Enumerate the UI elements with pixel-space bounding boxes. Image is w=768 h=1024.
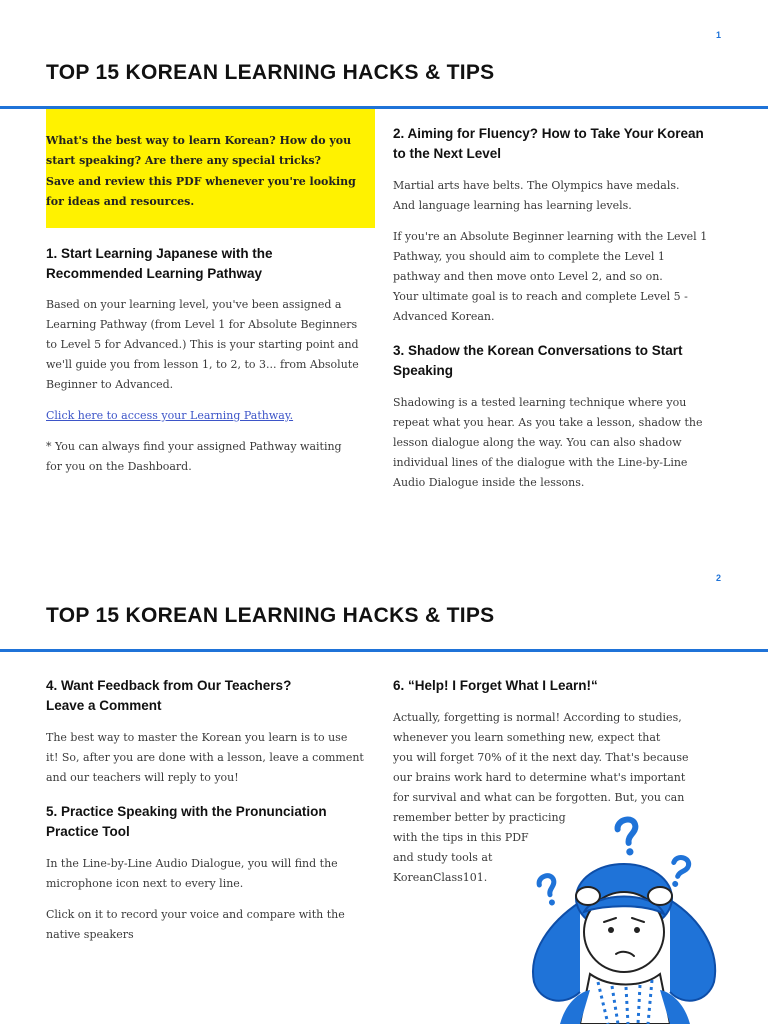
heading-line: 3. Shadow the Korean Conversations to Start <box>393 343 683 358</box>
body-line: individual lines of the dialogue with the Line-by-Line <box>393 456 688 469</box>
body-line: for survival and what can be forgotten. But, you can <box>393 791 685 804</box>
heading-line: Leave a Comment <box>46 698 162 713</box>
note-line: for you on the Dashboard. <box>46 460 192 473</box>
body-line: Actually, forgetting is normal! According to studies, <box>393 711 682 724</box>
heading-line: 6. “Help! I Forget What I Learn!“ <box>393 678 598 693</box>
tip-4 <box>46 676 378 945</box>
tip-2-heading <box>393 124 725 164</box>
tip-1-note <box>46 437 378 477</box>
body-line: KoreanClass101. <box>393 871 488 884</box>
body-line: The best way to master the Korean you learn is to use <box>46 731 348 744</box>
body-line: microphone icon next to every line. <box>46 877 244 890</box>
tip-1-heading <box>46 244 378 284</box>
body-line: to Level 5 for Advanced.) This is your starting point and <box>46 338 359 351</box>
tip-4-body <box>46 728 378 788</box>
confused-student-illustration <box>520 812 730 1024</box>
note-line: * You can always find your assigned Pathway waiting <box>46 440 342 453</box>
body-line: you will forget 70% of it the next day. That's because <box>393 751 689 764</box>
body-line: our brains work hard to determine what's important <box>393 771 686 784</box>
tip-2-para-1 <box>393 176 725 216</box>
heading-line: 2. Aiming for Fluency? How to Take Your Korean <box>393 126 704 141</box>
title-divider <box>0 649 768 652</box>
tip-5-para-1 <box>46 854 378 894</box>
body-line: remember better by practicing <box>393 811 566 824</box>
body-line: If you're an Absolute Beginner learning with the Level 1 <box>393 230 708 243</box>
body-line: lesson dialogue along the way. You can also shadow <box>393 436 682 449</box>
body-line: Based on your learning level, you've been assigned a <box>46 298 342 311</box>
tip-2-para-2 <box>393 227 725 327</box>
body-line: whenever you learn something new, expect that <box>393 731 661 744</box>
heading-line: to the Next Level <box>393 146 502 161</box>
body-line: we'll guide you from lesson 1, to 2, to 3... from Absolute <box>46 358 359 371</box>
tip-3-heading <box>393 341 725 381</box>
page-number: 2 <box>715 573 721 583</box>
body-line: Pathway, you should aim to complete the Level 1 <box>393 250 665 263</box>
tip-6-heading <box>393 676 725 696</box>
heading-line: Recommended Learning Pathway <box>46 266 263 281</box>
body-line: Learning Pathway (from Level 1 for Absolute Beginners <box>46 318 358 331</box>
tip-3-body <box>393 393 725 493</box>
page-number: 1 <box>715 30 721 40</box>
tip-1 <box>46 244 378 477</box>
body-line: with the tips in this PDF <box>393 831 529 844</box>
body-line: Beginner to Advanced. <box>46 378 174 391</box>
body-line: pathway and then move onto Level 2, and so on. <box>393 270 663 283</box>
intro-line: Save and review this PDF whenever you're looking <box>46 174 356 188</box>
tip-5-para-2 <box>46 905 378 945</box>
body-line: In the Line-by-Line Audio Dialogue, you will find the <box>46 857 338 870</box>
body-line: Your ultimate goal is to reach and complete Level 5 - <box>393 290 688 303</box>
heading-line: Speaking <box>393 363 454 378</box>
intro-line: start speaking? Are there any special tricks? <box>46 154 321 168</box>
body-line: and our teachers will reply to you! <box>46 771 239 784</box>
page-title: TOP 15 KOREAN LEARNING HACKS & TIPS <box>46 61 495 84</box>
body-line: Martial arts have belts. The Olympics have medals. <box>393 179 680 192</box>
question-mark-icon <box>667 856 691 889</box>
body-line: it! So, after you are done with a lesson, leave a comment <box>46 751 364 764</box>
tip-1-body <box>46 295 378 395</box>
body-line: and study tools at <box>393 851 493 864</box>
tip-2 <box>393 124 725 493</box>
body-line: Advanced Korean. <box>393 310 495 323</box>
question-mark-icon <box>616 818 639 856</box>
intro-highlight-box <box>46 109 375 228</box>
body-line: And language learning has learning levels. <box>393 199 632 212</box>
learning-pathway-link[interactable]: Click here to access your Learning Pathway. <box>46 409 294 422</box>
tip-4-heading <box>46 676 378 716</box>
question-mark-icon <box>538 874 560 907</box>
heading-line: 5. Practice Speaking with the Pronunciation <box>46 804 327 819</box>
intro-line: for ideas and resources. <box>46 194 195 208</box>
heading-line: 4. Want Feedback from Our Teachers? <box>46 678 292 693</box>
intro-line: What's the best way to learn Korean? How do you <box>46 134 352 147</box>
tip-5-heading <box>46 802 378 842</box>
page-title: TOP 15 KOREAN LEARNING HACKS & TIPS <box>46 604 495 627</box>
heading-line: 1. Start Learning Japanese with the <box>46 246 273 261</box>
body-line: native speakers <box>46 928 134 941</box>
body-line: Click on it to record your voice and compare with the <box>46 908 345 921</box>
body-line: repeat what you hear. As you take a lesson, shadow the <box>393 416 703 429</box>
heading-line: Practice Tool <box>46 824 130 839</box>
body-line: Shadowing is a tested learning technique where you <box>393 396 687 409</box>
body-line: Audio Dialogue inside the lessons. <box>393 476 585 489</box>
